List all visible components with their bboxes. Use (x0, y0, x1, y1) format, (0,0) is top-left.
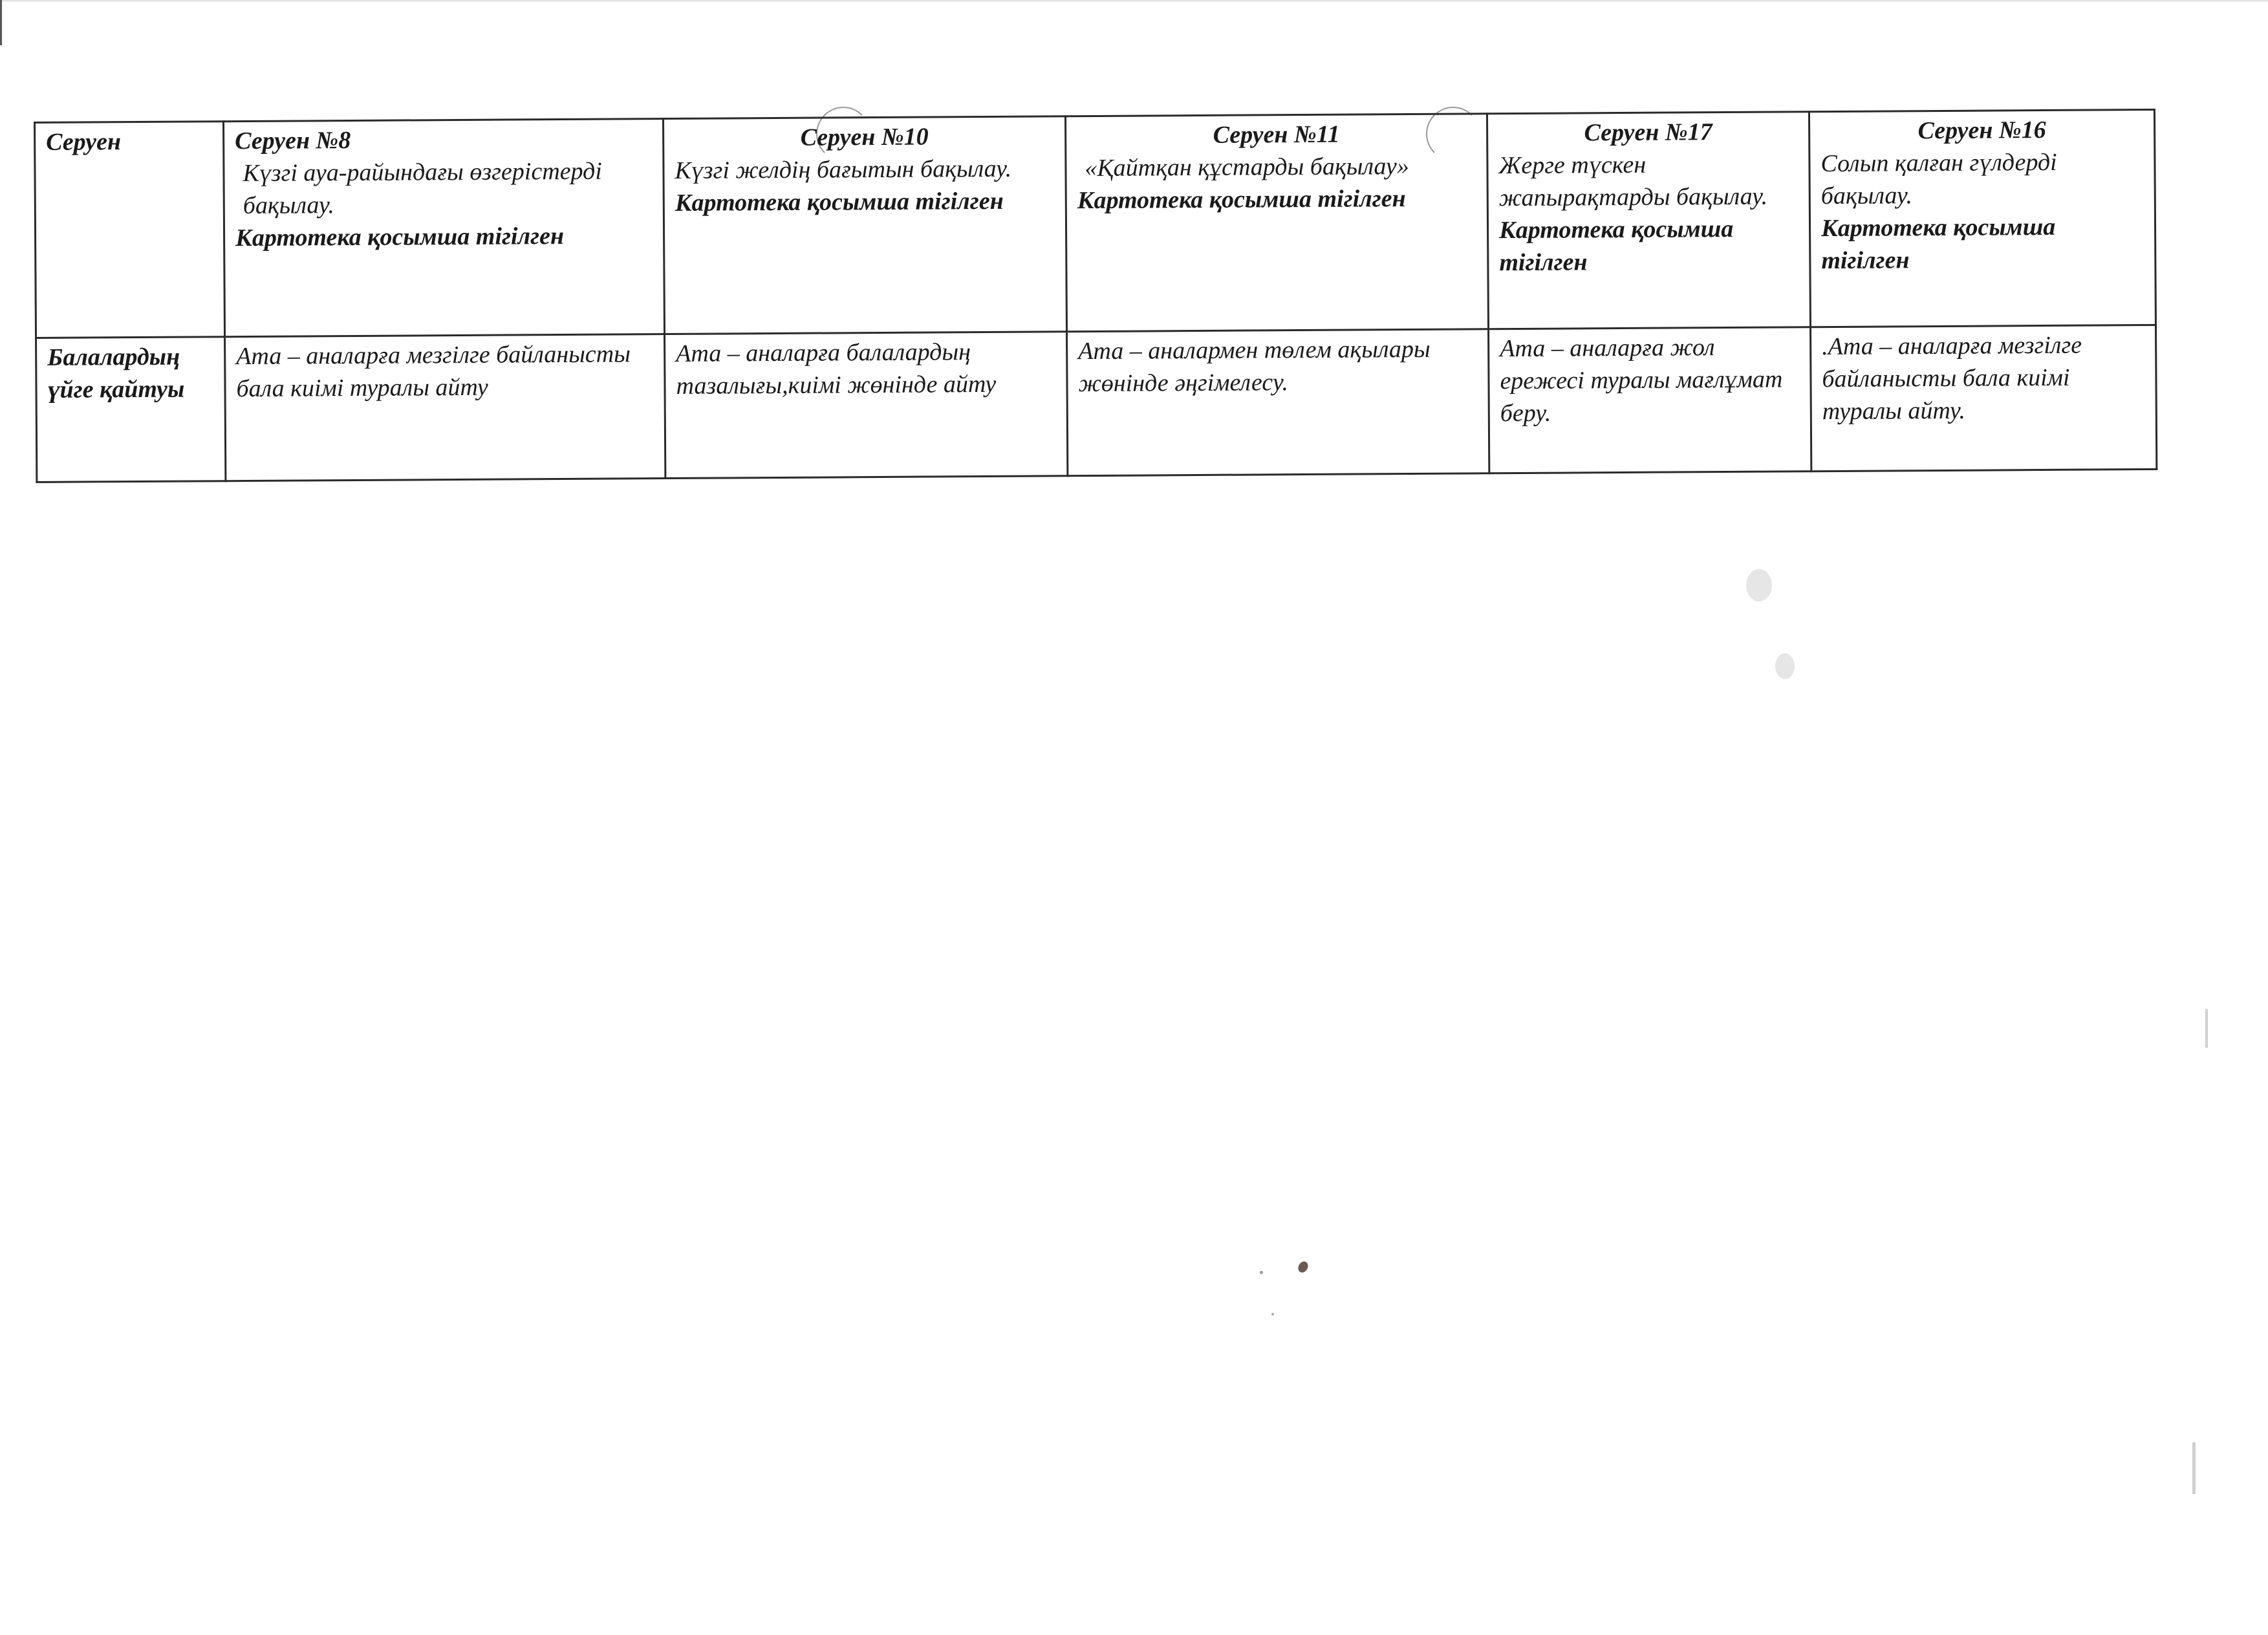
return-home-row (36, 325, 2157, 482)
walk-title: Серуен №17 (1584, 118, 1712, 147)
walk-note: Картотека қосымша тігілген (675, 187, 1004, 217)
walk-label: Серуен (46, 128, 122, 156)
walk-title: Серуен №10 (800, 123, 929, 151)
scan-smudge (1775, 653, 1795, 679)
return-text: Ата – аналарға балалардың тазалығы,киімі жөнінде айту (676, 338, 997, 400)
walk-row (35, 109, 2156, 338)
walk-note: Картотека қосымша тігілген (1077, 185, 1406, 215)
return-cell (1067, 329, 1489, 476)
scan-speck (1260, 1271, 1263, 1274)
walk-plan-table (34, 109, 2157, 483)
return-text: Ата – аналармен төлем ақылары жөнінде әңгімелесу. (1078, 335, 1431, 398)
return-cell (1489, 327, 1811, 473)
walk-topic: «Қайтқан құстарды бақылау» (1085, 153, 1409, 182)
walk-topic: Күзгі желдің бағытын бақылау. (675, 155, 1012, 184)
walk-cell (224, 119, 665, 337)
scan-top-edge (0, 0, 2268, 3)
row-header-walk (35, 122, 225, 338)
return-cell (1810, 325, 2156, 471)
row-header-return (36, 337, 226, 482)
walk-note: Картотека қосымша тігілген (235, 222, 565, 252)
walk-cell (1065, 114, 1488, 332)
walk-topic: Солып қалған гүлдерді бақылау. (1820, 148, 2057, 210)
scan-streak (2192, 1442, 2196, 1494)
walk-cell (1809, 109, 2155, 327)
walk-title: Серуен №11 (1213, 120, 1340, 149)
return-text: Ата – аналарға мезгілге байланысты бала киімі туралы айту (236, 340, 631, 403)
scan-streak (2205, 1009, 2208, 1048)
return-label: Балалардың үйге қайтуы (47, 343, 185, 404)
scan-smudge (1746, 569, 1772, 601)
walk-cell (663, 116, 1066, 334)
return-cell (225, 334, 665, 481)
scan-speck (1296, 1260, 1310, 1275)
return-text: Ата – аналарға жол ережесі туралы мағлұмат беру. (1500, 334, 1783, 428)
scan-left-edge (0, 0, 2, 45)
scan-speck (1271, 1313, 1274, 1316)
walk-cell (1487, 112, 1810, 329)
walk-topic: Күзгі ауа-райындағы өзгерістерді бақылау. (243, 157, 602, 220)
walk-note: Картотека қосымша тігілген (1820, 213, 2056, 275)
walk-topic: Жерге түскен жапырақтарды бақылау. (1498, 151, 1768, 212)
return-cell (665, 332, 1068, 479)
walk-title: Серуен №16 (1917, 116, 2046, 145)
return-text: .Ата – аналарға мезгілге байланысты бала киімі туралы айту. (1822, 331, 2082, 426)
walk-note: Картотека қосымша тігілген (1498, 215, 1734, 277)
walk-title: Серуен №8 (235, 127, 351, 155)
